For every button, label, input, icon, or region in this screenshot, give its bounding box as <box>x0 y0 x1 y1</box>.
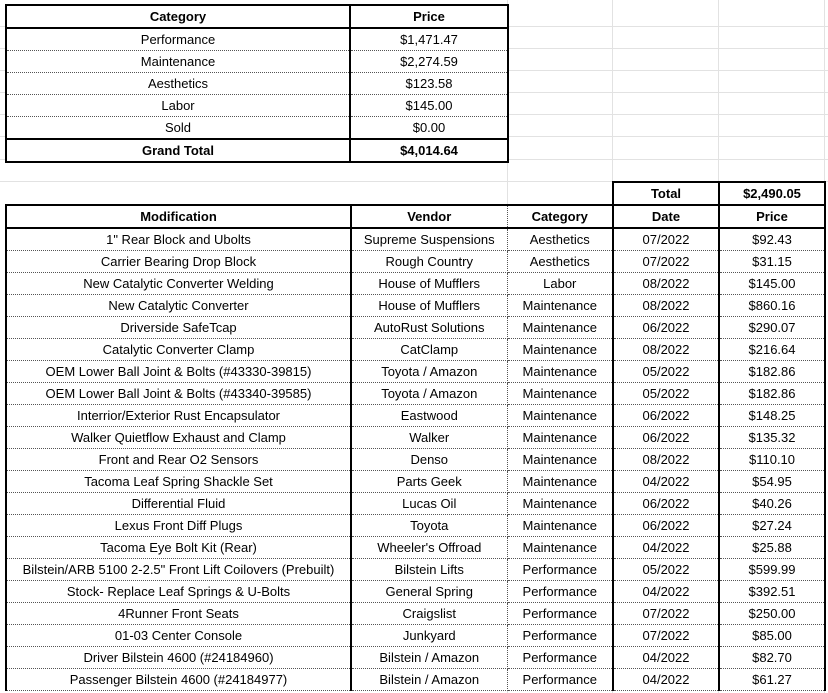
price-cell[interactable]: $31.15 <box>719 251 825 273</box>
date-cell[interactable]: 08/2022 <box>613 295 719 317</box>
vendor-cell[interactable]: Bilstein Lifts <box>351 559 507 581</box>
vendor-cell[interactable]: Walker <box>351 427 507 449</box>
mod-name-cell[interactable]: 01-03 Center Console <box>6 625 351 647</box>
vendor-cell[interactable]: Eastwood <box>351 405 507 427</box>
category-cell[interactable]: Performance <box>507 559 613 581</box>
vendor-cell[interactable]: Bilstein / Amazon <box>351 647 507 669</box>
header-modification[interactable]: Modification <box>6 205 351 228</box>
category-cell[interactable]: Maintenance <box>507 449 613 471</box>
table-row <box>6 559 825 581</box>
category-cell[interactable]: Aesthetics <box>507 228 613 251</box>
modifications-table <box>5 204 826 691</box>
mod-name-cell[interactable]: Catalytic Converter Clamp <box>6 339 351 361</box>
price-cell[interactable]: $148.25 <box>719 405 825 427</box>
table-row <box>6 405 825 427</box>
summary-header-row <box>6 5 508 28</box>
mod-name-cell[interactable]: Driver Bilstein 4600 (#24184960) <box>6 647 351 669</box>
date-cell[interactable]: 08/2022 <box>613 339 719 361</box>
price-cell[interactable]: $110.10 <box>719 449 825 471</box>
category-cell[interactable]: Maintenance <box>507 405 613 427</box>
table-row <box>6 361 825 383</box>
total-box <box>612 181 826 204</box>
date-cell[interactable]: 06/2022 <box>613 493 719 515</box>
table-row <box>6 669 825 691</box>
mod-name-cell[interactable]: OEM Lower Ball Joint & Bolts (#43340-39585) <box>6 383 351 405</box>
vendor-cell[interactable]: Toyota / Amazon <box>351 383 507 405</box>
vendor-cell[interactable]: Wheeler's Offroad <box>351 537 507 559</box>
category-cell[interactable]: Maintenance <box>507 295 613 317</box>
category-cell[interactable]: Maintenance <box>507 515 613 537</box>
summary-row <box>6 95 508 117</box>
vendor-cell[interactable]: Lucas Oil <box>351 493 507 515</box>
table-row <box>6 515 825 537</box>
mod-name-cell[interactable]: Differential Fluid <box>6 493 351 515</box>
summary-category-cell[interactable]: Performance <box>6 28 350 51</box>
vendor-cell[interactable]: House of Mufflers <box>351 295 507 317</box>
mod-name-cell[interactable]: Walker Quietflow Exhaust and Clamp <box>6 427 351 449</box>
category-cell[interactable]: Performance <box>507 581 613 603</box>
summary-row <box>6 73 508 95</box>
date-cell[interactable]: 07/2022 <box>613 603 719 625</box>
mod-name-cell[interactable]: Stock- Replace Leaf Springs & U-Bolts <box>6 581 351 603</box>
table-row <box>6 603 825 625</box>
date-cell[interactable]: 05/2022 <box>613 383 719 405</box>
mod-name-cell[interactable]: Driverside SafeTcap <box>6 317 351 339</box>
date-cell[interactable]: 04/2022 <box>613 471 719 493</box>
table-row <box>6 383 825 405</box>
date-cell[interactable]: 04/2022 <box>613 669 719 691</box>
summary-category-cell[interactable]: Aesthetics <box>6 73 350 95</box>
date-cell[interactable]: 05/2022 <box>613 559 719 581</box>
grand-total-value[interactable]: $4,014.64 <box>350 139 508 162</box>
category-cell[interactable]: Performance <box>507 669 613 691</box>
price-cell[interactable]: $85.00 <box>719 625 825 647</box>
price-cell[interactable]: $145.00 <box>719 273 825 295</box>
summary-row <box>6 117 508 140</box>
table-row <box>6 427 825 449</box>
header-category[interactable]: Category <box>507 205 613 228</box>
header-date[interactable]: Date <box>613 205 719 228</box>
price-cell[interactable]: $40.26 <box>719 493 825 515</box>
table-row <box>6 251 825 273</box>
mod-name-cell[interactable]: Tacoma Eye Bolt Kit (Rear) <box>6 537 351 559</box>
price-cell[interactable]: $25.88 <box>719 537 825 559</box>
summary-row <box>6 28 508 51</box>
category-cell[interactable]: Maintenance <box>507 361 613 383</box>
grand-total-row <box>6 139 508 162</box>
summary-price-cell[interactable]: $145.00 <box>350 95 508 117</box>
summary-price-cell[interactable]: $2,274.59 <box>350 51 508 73</box>
price-cell[interactable]: $27.24 <box>719 515 825 537</box>
table-row <box>6 295 825 317</box>
price-cell[interactable]: $82.70 <box>719 647 825 669</box>
vendor-cell[interactable]: AutoRust Solutions <box>351 317 507 339</box>
table-row <box>6 625 825 647</box>
price-cell[interactable]: $216.64 <box>719 339 825 361</box>
mod-name-cell[interactable]: Passenger Bilstein 4600 (#24184977) <box>6 669 351 691</box>
date-cell[interactable]: 07/2022 <box>613 251 719 273</box>
vendor-cell[interactable]: CatClamp <box>351 339 507 361</box>
table-row <box>6 537 825 559</box>
summary-header-category[interactable]: Category <box>6 5 350 28</box>
category-cell[interactable]: Maintenance <box>507 427 613 449</box>
vendor-cell[interactable]: House of Mufflers <box>351 273 507 295</box>
price-cell[interactable]: $92.43 <box>719 228 825 251</box>
mod-name-cell[interactable]: Carrier Bearing Drop Block <box>6 251 351 273</box>
price-cell[interactable]: $860.16 <box>719 295 825 317</box>
summary-header-price[interactable]: Price <box>413 9 445 24</box>
date-cell[interactable]: 07/2022 <box>613 228 719 251</box>
category-cell[interactable]: Performance <box>507 625 613 647</box>
date-cell[interactable]: 07/2022 <box>613 625 719 647</box>
price-cell[interactable]: $182.86 <box>719 361 825 383</box>
table-row <box>6 581 825 603</box>
category-cell[interactable]: Labor <box>507 273 613 295</box>
date-cell[interactable]: 04/2022 <box>613 581 719 603</box>
price-cell[interactable]: $54.95 <box>719 471 825 493</box>
header-vendor[interactable]: Vendor <box>351 205 507 228</box>
grand-total-label[interactable]: Grand Total <box>6 139 350 162</box>
table-row <box>6 493 825 515</box>
date-cell[interactable]: 08/2022 <box>613 273 719 295</box>
price-cell[interactable]: $250.00 <box>719 603 825 625</box>
category-cell[interactable]: Maintenance <box>507 493 613 515</box>
date-cell[interactable]: 08/2022 <box>613 449 719 471</box>
table-row <box>6 317 825 339</box>
mods-body <box>6 228 825 691</box>
price-cell[interactable]: $290.07 <box>719 317 825 339</box>
mod-name-cell[interactable]: New Catalytic Converter <box>6 295 351 317</box>
mod-name-cell[interactable]: Tacoma Leaf Spring Shackle Set <box>6 471 351 493</box>
total-value[interactable]: $2,490.05 <box>743 186 801 201</box>
vendor-cell[interactable]: Junkyard <box>351 625 507 647</box>
table-row <box>6 647 825 669</box>
mod-name-cell[interactable]: 1" Rear Block and Ubolts <box>6 228 351 251</box>
price-cell[interactable]: $599.99 <box>719 559 825 581</box>
table-row <box>6 339 825 361</box>
summary-price-cell[interactable]: $1,471.47 <box>350 28 508 51</box>
vendor-cell[interactable]: Rough Country <box>351 251 507 273</box>
summary-category-cell[interactable]: Maintenance <box>6 51 350 73</box>
date-cell[interactable]: 04/2022 <box>613 647 719 669</box>
summary-price-cell[interactable]: $123.58 <box>350 73 508 95</box>
mod-name-cell[interactable]: OEM Lower Ball Joint & Bolts (#43330-39815) <box>6 361 351 383</box>
mod-name-cell[interactable]: 4Runner Front Seats <box>6 603 351 625</box>
vendor-cell[interactable]: Parts Geek <box>351 471 507 493</box>
vendor-cell[interactable]: Toyota / Amazon <box>351 361 507 383</box>
mod-name-cell[interactable]: New Catalytic Converter Welding <box>6 273 351 295</box>
mod-name-cell[interactable]: Front and Rear O2 Sensors <box>6 449 351 471</box>
category-cell[interactable]: Maintenance <box>507 317 613 339</box>
table-row <box>6 228 825 251</box>
category-summary-table <box>5 4 509 163</box>
vendor-cell[interactable]: Denso <box>351 449 507 471</box>
mod-name-cell[interactable]: Bilstein/ARB 5100 2-2.5" Front Lift Coilovers (Prebuilt) <box>6 559 351 581</box>
total-label[interactable]: Total <box>613 182 719 204</box>
price-cell[interactable]: $392.51 <box>719 581 825 603</box>
date-cell[interactable]: 06/2022 <box>613 427 719 449</box>
summary-category-cell[interactable]: Labor <box>6 95 350 117</box>
category-cell[interactable]: Aesthetics <box>507 251 613 273</box>
table-row <box>6 471 825 493</box>
date-cell[interactable]: 05/2022 <box>613 361 719 383</box>
vendor-cell[interactable]: Bilstein / Amazon <box>351 669 507 691</box>
vendor-cell[interactable]: Toyota <box>351 515 507 537</box>
table-row <box>6 273 825 295</box>
table-row <box>6 449 825 471</box>
category-cell[interactable]: Maintenance <box>507 383 613 405</box>
mods-header-row <box>6 205 825 228</box>
date-cell[interactable]: 04/2022 <box>613 537 719 559</box>
summary-row <box>6 51 508 73</box>
vendor-cell[interactable]: General Spring <box>351 581 507 603</box>
header-price[interactable]: Price <box>719 205 825 228</box>
mod-name-cell[interactable]: Interrior/Exterior Rust Encapsulator <box>6 405 351 427</box>
category-cell[interactable]: Maintenance <box>507 339 613 361</box>
category-cell[interactable]: Maintenance <box>507 537 613 559</box>
vendor-cell[interactable]: Craigslist <box>351 603 507 625</box>
price-cell[interactable]: $135.32 <box>719 427 825 449</box>
mod-name-cell[interactable]: Lexus Front Diff Plugs <box>6 515 351 537</box>
date-cell[interactable]: 06/2022 <box>613 405 719 427</box>
price-cell[interactable]: $61.27 <box>719 669 825 691</box>
summary-category-cell[interactable]: Sold <box>6 117 350 140</box>
date-cell[interactable]: 06/2022 <box>613 515 719 537</box>
category-cell[interactable]: Maintenance <box>507 471 613 493</box>
price-cell[interactable]: $182.86 <box>719 383 825 405</box>
summary-price-cell[interactable]: $0.00 <box>412 120 446 135</box>
category-cell[interactable]: Performance <box>507 603 613 625</box>
vendor-cell[interactable]: Supreme Suspensions <box>351 228 507 251</box>
category-cell[interactable]: Performance <box>507 647 613 669</box>
date-cell[interactable]: 06/2022 <box>613 317 719 339</box>
